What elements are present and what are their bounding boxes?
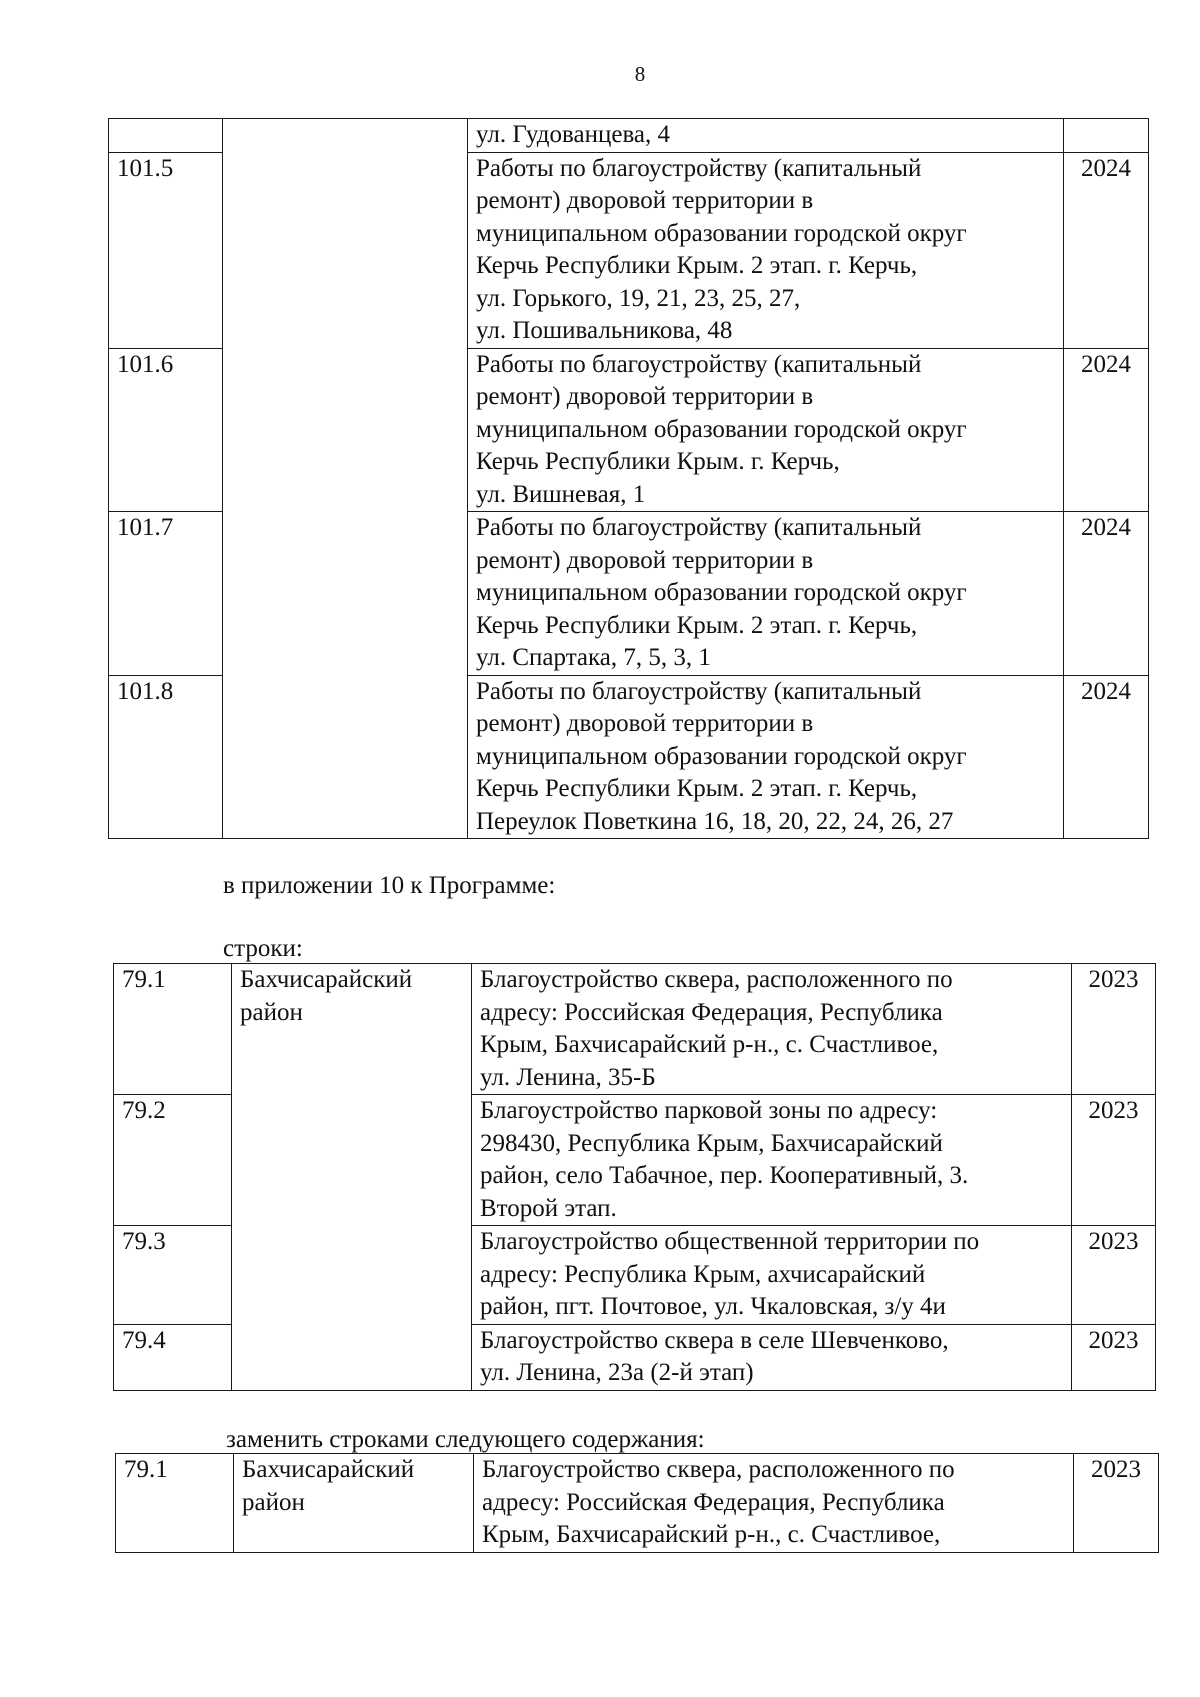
table-row — [109, 119, 1149, 153]
table-row — [116, 1454, 1159, 1553]
row-year: 2024 — [1064, 675, 1149, 839]
row-number: 101.7 — [109, 512, 223, 676]
rows-label: строки: — [223, 935, 303, 962]
row-year: 2024 — [1064, 348, 1149, 512]
row-description: Благоустройство сквера в селе Шевченково, ул. Ленина, 23а (2-й этап) — [472, 1324, 1072, 1390]
row-description: Благоустройство общественной территории по адресу: Республика Крым, ахчисарайский район, пгт. Почтовое, ул. Чкаловская, з/у 4и — [472, 1226, 1072, 1325]
row-description: Работы по благоустройству (капитальный ремонт) дворовой территории в муниципальном образовании городской округ Керчь Республики Крым. г. Керчь, ул. Вишневая, 1 — [468, 348, 1064, 512]
row-number — [109, 119, 223, 153]
program-table-kerch — [108, 118, 1149, 839]
region-cell: Бахчисарайский район — [234, 1454, 474, 1553]
row-number: 101.5 — [109, 152, 223, 348]
row-year: 2023 — [1072, 1095, 1156, 1226]
region-cell — [223, 119, 468, 839]
row-description: Работы по благоустройству (капитальный ремонт) дворовой территории в муниципальном образовании городской округ Керчь Республики Крым. 2 этап. г. Керчь, ул. Горького, 19, 21, 23, 25, 27, ул. Пошивальникова, 48 — [468, 152, 1064, 348]
row-year: 2023 — [1072, 1226, 1156, 1325]
table-row — [114, 964, 1156, 1095]
replace-paragraph: заменить строками следующего содержания: — [226, 1426, 705, 1453]
row-number: 79.4 — [114, 1324, 232, 1390]
row-number: 79.3 — [114, 1226, 232, 1325]
row-description: Благоустройство сквера, расположенного по адресу: Российская Федерация, Республика Крым, Бахчисарайский р-н., с. Счастливое, — [474, 1454, 1074, 1553]
row-number: 101.6 — [109, 348, 223, 512]
region-cell: Бахчисарайский район — [232, 964, 472, 1391]
row-number: 79.1 — [114, 964, 232, 1095]
row-year: 2023 — [1074, 1454, 1159, 1553]
row-description: Работы по благоустройству (капитальный ремонт) дворовой территории в муниципальном образовании городской округ Керчь Республики Крым. 2 этап. г. Керчь, Переулок Поветкина 16, 18, 20, 22, 24, 26, 27 — [468, 675, 1064, 839]
row-year — [1064, 119, 1149, 153]
row-description: ул. Гудованцева, 4 — [468, 119, 1064, 153]
row-year: 2024 — [1064, 512, 1149, 676]
row-number: 79.1 — [116, 1454, 234, 1553]
row-description: Благоустройство сквера, расположенного по адресу: Российская Федерация, Республика Крым, Бахчисарайский р-н., с. Счастливое, ул. Ленина, 35-Б — [472, 964, 1072, 1095]
row-description: Благоустройство парковой зоны по адресу: 298430, Республика Крым, Бахчисарайский район, село Табачное, пер. Кооперативный, 3. Второй этап. — [472, 1095, 1072, 1226]
row-year: 2023 — [1072, 964, 1156, 1095]
page-number: 8 — [634, 62, 646, 86]
row-description: Работы по благоустройству (капитальный ремонт) дворовой территории в муниципальном образовании городской округ Керчь Республики Крым. 2 этап. г. Керчь, ул. Спартака, 7, 5, 3, 1 — [468, 512, 1064, 676]
replacement-table — [115, 1453, 1159, 1553]
appendix-paragraph: в приложении 10 к Программе: — [223, 872, 556, 899]
row-number: 101.8 — [109, 675, 223, 839]
row-year: 2023 — [1072, 1324, 1156, 1390]
row-year: 2024 — [1064, 152, 1149, 348]
row-number: 79.2 — [114, 1095, 232, 1226]
program-table-bakhchisaray — [113, 963, 1156, 1391]
